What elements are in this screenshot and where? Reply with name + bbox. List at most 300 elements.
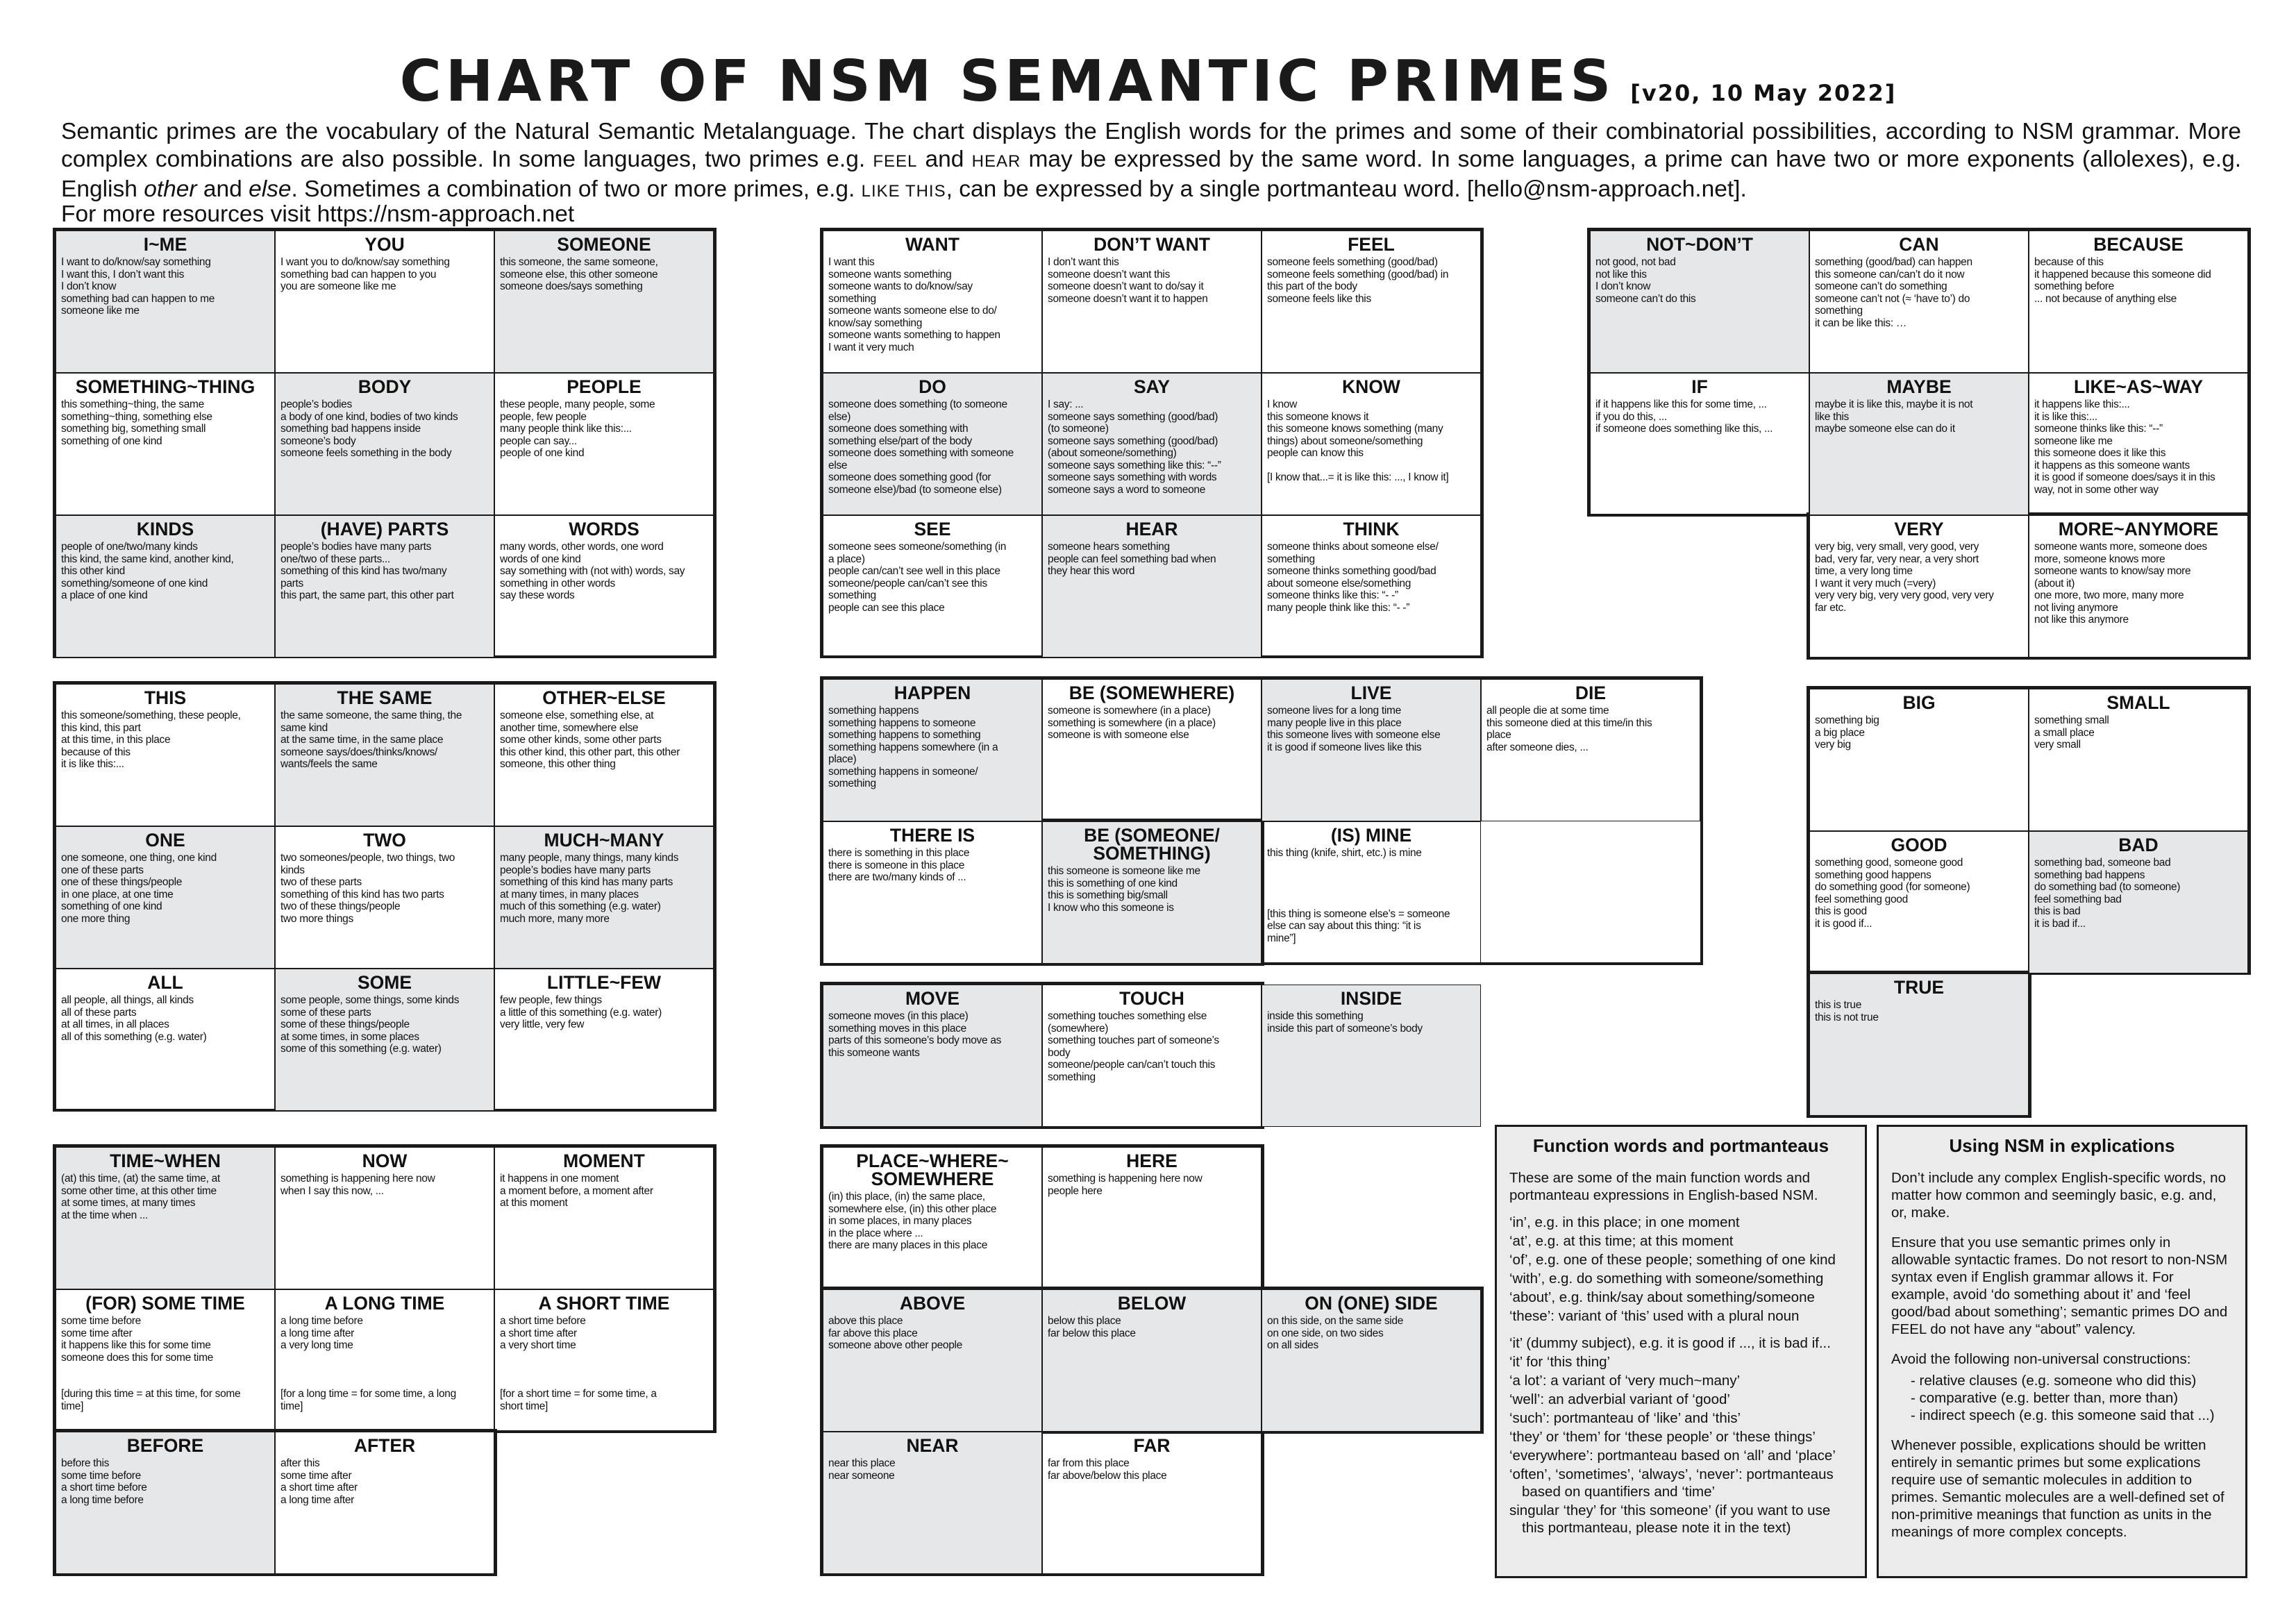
example-line: someone thinks like this: “--”	[2034, 423, 2163, 435]
intro-text: , can be expressed by a single portmanteau word. [hello@nsm-approach.net].	[946, 176, 1747, 202]
prime-title: MOVE	[905, 988, 960, 1009]
example-line: at this moment	[500, 1197, 568, 1209]
example-line	[280, 1352, 489, 1364]
example-line: someone doesn’t want this	[1048, 268, 1171, 281]
example-line: this is something big/small	[1048, 889, 1168, 901]
prime-examples	[280, 399, 489, 460]
example-line: this is something of one kind	[1048, 877, 1178, 889]
prime-examples	[280, 710, 489, 771]
using-nsm-p2: Ensure that you use semantic primes only in allowable syntactic frames. Do not resort to non-NSM syntax even if English grammar allows it. For example, avoid ‘do something about it’ and ‘feel good/bad about something’; semantic primes DO and FEEL do not have any “about” valency.	[1891, 1234, 2228, 1337]
example-line: some time before	[61, 1315, 141, 1327]
prime-title: YOU	[364, 234, 405, 255]
example-line: a long time after	[280, 1493, 355, 1506]
prime-title: LIKE~AS~WAY	[2073, 376, 2204, 397]
example-line: two more things	[280, 912, 353, 925]
prime-cell-this	[56, 684, 275, 826]
example-line: very small	[2034, 739, 2081, 751]
example-line: after someone dies, ...	[1486, 741, 1589, 753]
prime-cell-words	[494, 515, 714, 658]
example-line: it is like this:...	[2034, 410, 2097, 423]
example-line: something is happening here now	[280, 1173, 435, 1184]
function-word-line: ‘in’, e.g. in this place; in one moment	[1509, 1214, 1740, 1230]
example-line	[1267, 460, 1475, 472]
example-line: this part, the same part, this other part	[280, 589, 454, 601]
prime-title: THINK	[1343, 519, 1400, 539]
example-line: [during this time = at this time, for some	[61, 1388, 241, 1400]
page-title: CHART OF NSM SEMANTIC PRIMES	[399, 49, 1616, 115]
prime-cell-think	[1262, 515, 1481, 658]
example-line: [for a short time = for some time, a	[500, 1388, 657, 1400]
example-line: one of these parts	[61, 864, 144, 876]
function-word-line: singular ‘they’ for ‘this someone’ (if you want to use this portmanteau, please note it in the text)	[1509, 1502, 1831, 1536]
prime-examples	[500, 541, 708, 602]
example-line: bad, very far, very near, a very short	[1815, 553, 1979, 565]
prime-cell-far	[1042, 1432, 1262, 1574]
example-line: like this	[1815, 410, 1849, 423]
prime-title: KNOW	[1342, 376, 1400, 397]
example-line: this someone can/can’t do it now	[1815, 268, 1965, 281]
prime-examples	[61, 399, 269, 447]
using-nsm-bullet: - comparative (e.g. better than, more than)	[1911, 1390, 2179, 1406]
prime-cell-after	[275, 1432, 494, 1574]
example-line: something/someone of one kind	[61, 577, 208, 589]
example-line: something bad can happen to you	[280, 268, 437, 281]
prime-title: WANT	[905, 234, 960, 255]
example-line: all of these parts	[61, 1006, 137, 1019]
example-line: something else/part of the body	[828, 435, 972, 447]
prime-examples	[61, 1457, 269, 1506]
example-line: people’s bodies have many parts	[280, 541, 432, 553]
prime-title: I~ME	[143, 234, 187, 255]
example-line: you are someone like me	[280, 281, 396, 292]
prime-examples	[500, 994, 708, 1031]
example-line: people can say...	[500, 435, 577, 447]
prime-title: BE (SOMEONE/ SOMETHING)	[1084, 825, 1220, 864]
example-line: a long time before	[280, 1315, 363, 1327]
example-line: if you do this, ...	[1595, 410, 1667, 423]
prime-cell-happen	[823, 679, 1042, 821]
prime-examples	[280, 994, 489, 1055]
example-line: someone wants someone else to do/	[828, 305, 997, 317]
example-line: someone says/does/thinks/knows/	[280, 746, 437, 758]
prime-examples	[280, 1173, 489, 1197]
function-word-line: ‘it’ (dummy subject), e.g. it is good if ..., it is bad if...	[1509, 1335, 1831, 1351]
example-line: something of this kind has two parts	[280, 888, 444, 901]
using-nsm-body	[1891, 1169, 2233, 1541]
intro-other: other	[144, 176, 197, 202]
example-line: in some places, in many places	[828, 1215, 972, 1227]
example-line: someone thinks something good/bad	[1267, 565, 1436, 577]
prime-title: SMALL	[2106, 692, 2170, 713]
example-line: I know	[1267, 399, 1297, 410]
example-line: someone feels something in the body	[280, 447, 452, 459]
prime-title: BODY	[358, 376, 412, 397]
example-line: ... not because of anything else	[2034, 292, 2177, 305]
example-line: time, a very long time	[1815, 565, 1913, 577]
example-line: not like this anymore	[2034, 614, 2129, 626]
example-line: some time after	[61, 1327, 133, 1339]
prime-cell-much-many	[494, 826, 714, 969]
prime-cell-because	[2029, 231, 2248, 373]
prime-cell-two	[275, 826, 494, 969]
example-line: feel something bad	[2034, 893, 2122, 905]
example-line: people can/can’t see well in this place	[828, 565, 1000, 577]
prime-cell-have-parts	[275, 515, 494, 658]
prime-title: HAPPEN	[894, 683, 971, 703]
example-line: someone thinks like this: “- -”	[1267, 589, 1398, 601]
prime-title: SEE	[914, 519, 951, 539]
example-line	[1267, 860, 1475, 872]
example-line: someone doesn’t want to do/say it	[1048, 281, 1204, 292]
prime-examples	[828, 847, 1037, 884]
example-line: in one place, at one time	[61, 888, 174, 901]
prime-cell-dont-want	[1042, 231, 1262, 373]
example-line: people here	[1048, 1184, 1103, 1197]
example-line: it happens as this someone wants	[2034, 459, 2190, 471]
prime-cell-here	[1042, 1147, 1262, 1289]
prime-title: TOUCH	[1119, 988, 1184, 1009]
example-line	[500, 1364, 708, 1376]
prime-title: ABOVE	[899, 1293, 966, 1314]
example-line: something bad, someone bad	[2034, 857, 2171, 869]
example-line: someone is with someone else	[1048, 729, 1189, 741]
prime-title: SOMETHING~THING	[75, 376, 255, 397]
prime-title: TIME~WHEN	[110, 1150, 221, 1171]
example-line: all people, all things, all kinds	[61, 994, 194, 1006]
using-nsm-title: Using NSM in explications	[1949, 1135, 2175, 1156]
prime-cell-other-else	[494, 684, 714, 826]
example-line: there are two/many kinds of ...	[828, 871, 966, 883]
example-line: near someone	[828, 1469, 895, 1482]
example-line: something	[1267, 553, 1315, 565]
prime-examples	[61, 852, 269, 925]
example-line: these people, many people, some	[500, 399, 655, 410]
prime-examples	[280, 256, 489, 293]
prime-title: SOME	[357, 972, 412, 993]
example-line: I don’t know	[1595, 281, 1651, 292]
example-line: something	[828, 589, 876, 601]
prime-examples	[500, 1315, 708, 1412]
intro-feel: FEEL	[873, 152, 918, 171]
example-line: [for a long time = for some time, a long	[280, 1388, 456, 1400]
example-line: some other kinds, some other parts	[500, 734, 662, 746]
prime-examples	[1815, 999, 2023, 1023]
example-line: somewhere else, (in) this other place	[828, 1203, 997, 1215]
example-line: inside this part of someone’s body	[1267, 1022, 1423, 1035]
example-line: something happens	[828, 705, 919, 717]
prime-cell-can	[1809, 231, 2029, 373]
example-line: someone wants to do/know/say	[828, 281, 973, 292]
prime-title: MORE~ANYMORE	[2058, 519, 2219, 539]
prime-examples	[2034, 714, 2243, 751]
intro-text: Semantic primes are the vocabulary of the Natural Semantic Metalanguage. The chart displays the English words for the primes and some of their combinatorial possibilities, according to NSM grammar. More complex combinations are also possible. In some languages, two primes e.g.	[61, 119, 2241, 172]
example-line: do something good (for someone)	[1815, 881, 1970, 893]
prime-cell-want	[823, 231, 1042, 373]
prime-examples	[1048, 1010, 1256, 1083]
example-line: someone does this for some time	[61, 1351, 213, 1364]
prime-examples	[61, 1173, 269, 1221]
prime-title: PLACE~WHERE~ SOMEWHERE	[856, 1150, 1009, 1189]
example-line: someone else, this other someone	[500, 268, 658, 281]
example-line: someone wants something	[828, 268, 952, 281]
prime-title: OTHER~ELSE	[542, 687, 666, 708]
example-line: a long time after	[280, 1327, 355, 1339]
example-line	[1267, 884, 1475, 896]
example-line: someone says something (good/bad)	[1048, 435, 1218, 447]
example-line: someone moves (in this place)	[828, 1010, 969, 1022]
prime-examples	[280, 541, 489, 602]
example-line: this kind, the same kind, another kind,	[61, 553, 234, 565]
prime-cell-very	[1809, 515, 2029, 658]
example-line: after this	[280, 1457, 320, 1469]
example-line: it happened because this someone did	[2034, 268, 2211, 281]
prime-title: NOW	[362, 1150, 408, 1171]
example-line: at some times, at many times	[61, 1197, 196, 1209]
example-line: someone’s body	[280, 435, 356, 447]
prime-examples	[500, 256, 708, 293]
example-line: something bad can happen to me	[61, 292, 215, 305]
prime-title: THE SAME	[337, 687, 433, 708]
example-line: a very short time	[500, 1339, 576, 1351]
prime-cell-feel	[1262, 231, 1481, 373]
prime-examples	[828, 1191, 1037, 1252]
example-line: something happens to something	[828, 729, 981, 741]
example-line: at all times, in all places	[61, 1019, 169, 1030]
function-word-line: ‘of’, e.g. one of these people; something of one kind	[1509, 1252, 1836, 1268]
prime-examples	[500, 710, 708, 771]
example-line: someone does/says something	[500, 281, 643, 292]
example-line: someone wants more, someone does	[2034, 541, 2207, 553]
prime-title: IF	[1691, 376, 1708, 397]
example-line: this someone, the same someone,	[500, 256, 658, 268]
example-line: it happens like this:...	[2034, 399, 2130, 410]
example-line: something touches something else	[1048, 1010, 1207, 1022]
prime-cell-not-dont	[1590, 231, 1809, 373]
example-line: someone does something good (for	[828, 471, 991, 483]
example-line: something of this kind has two/many	[280, 565, 447, 577]
prime-cell-there-is	[823, 821, 1042, 964]
example-line: else	[828, 459, 848, 471]
prime-title: (FOR) SOME TIME	[85, 1293, 245, 1314]
example-line: on all sides	[1267, 1339, 1318, 1351]
example-line: two of these parts	[280, 876, 362, 888]
example-line: this someone lives with someone else	[1267, 729, 1441, 741]
prime-title: ONE	[145, 830, 185, 851]
prime-title: THIS	[144, 687, 187, 708]
prime-cell-you	[275, 231, 494, 373]
intro-like-this: LIKE THIS	[861, 182, 946, 201]
using-nsm-p3: Avoid the following non-universal constructions:	[1891, 1351, 2191, 1367]
example-line: some of these things/people	[280, 1019, 410, 1030]
function-word-line: ‘well’: an adverbial variant of ‘good’	[1509, 1391, 1730, 1407]
example-line: (somewhere)	[1048, 1022, 1109, 1035]
prime-title: WORDS	[569, 519, 639, 539]
example-line: maybe someone else can do it	[1815, 423, 1955, 435]
example-line: a little of this something (e.g. water)	[500, 1006, 662, 1019]
prime-title: HERE	[1126, 1150, 1178, 1171]
example-line: something touches part of someone’s	[1048, 1035, 1219, 1046]
example-line: short time]	[500, 1400, 548, 1412]
function-word-line: ‘such’: portmanteau of ‘like’ and ‘this’	[1509, 1410, 1741, 1426]
example-line: at many times, in many places	[500, 888, 639, 901]
example-line: someone feels like this	[1267, 292, 1371, 305]
example-line: this kind, this part	[61, 721, 141, 734]
example-line: someone feels something (good/bad)	[1267, 256, 1438, 268]
example-line: say something with (not with) words, say	[500, 565, 685, 577]
prime-examples	[1048, 705, 1256, 742]
prime-title: GOOD	[1891, 835, 1947, 855]
prime-cell-good	[1809, 831, 2029, 973]
example-line: it is good if someone does/says it in this	[2034, 471, 2215, 483]
example-line: far etc.	[1815, 601, 1846, 614]
prime-cell-moment	[494, 1147, 714, 1289]
prime-title: BELOW	[1117, 1293, 1187, 1314]
example-line: (about it)	[2034, 577, 2075, 589]
example-line: parts of this someone’s body move as	[828, 1035, 1002, 1046]
example-line: someone, this other thing	[500, 758, 616, 770]
using-nsm-bullet: - indirect speech (e.g. this someone said that ...)	[1911, 1407, 2215, 1423]
prime-title: VERY	[1894, 519, 1944, 539]
example-line: words of one kind	[500, 553, 581, 565]
example-line: something	[1815, 305, 1863, 317]
example-line: [I know that...= it is like this: ..., I know it]	[1267, 471, 1449, 483]
example-line: one more thing	[61, 912, 131, 925]
example-line: this is good	[1815, 905, 1867, 917]
example-line	[1267, 871, 1475, 884]
prime-examples	[280, 852, 489, 925]
prime-title: MAYBE	[1886, 376, 1952, 397]
prime-cell-near	[823, 1432, 1042, 1574]
example-line: one more, two more, many more	[2034, 589, 2184, 601]
example-line: else can say about this thing: “it is	[1267, 920, 1421, 932]
example-line: many people think like this: “- -”	[1267, 601, 1410, 614]
prime-title: BIG	[1902, 692, 1936, 713]
example-line: body	[1048, 1046, 1071, 1059]
example-line: one of these things/people	[61, 876, 183, 888]
example-line: very little, very few	[500, 1019, 585, 1030]
example-line: I don’t know	[61, 281, 117, 292]
example-line: [this thing is someone else’s = someone	[1267, 907, 1450, 920]
prime-examples	[828, 1457, 1037, 1482]
example-line: people’s bodies	[280, 399, 352, 410]
example-line: people can see this place	[828, 601, 945, 614]
function-words-list	[1509, 1169, 1852, 1537]
prime-examples	[1267, 1315, 1475, 1352]
prime-title: NOT~DON’T	[1646, 234, 1753, 255]
prime-title: SAY	[1133, 376, 1171, 397]
example-line: someone doesn’t want it to happen	[1048, 292, 1208, 305]
example-line: this is true	[1815, 999, 1862, 1011]
intro-hear: HEAR	[971, 152, 1021, 171]
prime-examples	[1267, 705, 1475, 753]
example-line: below this place	[1048, 1315, 1121, 1327]
example-line: maybe it is like this, maybe it is not	[1815, 399, 1973, 410]
prime-title: DON’T WANT	[1093, 234, 1210, 255]
prime-examples	[1815, 256, 2023, 329]
intro-text: and	[925, 147, 964, 172]
example-line: a moment before, a moment after	[500, 1184, 653, 1197]
prime-title: LITTLE~FEW	[546, 972, 662, 993]
prime-title: ON (ONE) SIDE	[1305, 1293, 1438, 1314]
example-line: far from this place	[1048, 1457, 1130, 1469]
example-line: I want you to do/know/say something	[280, 256, 450, 268]
example-line: someone can’t do this	[1595, 292, 1696, 305]
example-line: I don’t want this	[1048, 256, 1119, 268]
prime-cell-little-few	[494, 969, 714, 1111]
example-line: this someone died at this time/in this	[1486, 717, 1652, 729]
prime-examples	[500, 399, 708, 460]
example-line: a short time after	[500, 1327, 577, 1339]
example-line: something good, someone good	[1815, 857, 1963, 869]
prime-examples	[828, 1315, 1037, 1352]
example-line: I say: ...	[1048, 399, 1084, 410]
example-line: inside this something	[1267, 1010, 1364, 1022]
example-line: many people, many things, many kinds	[500, 852, 679, 864]
example-line: I want it very much (=very)	[1815, 577, 1936, 589]
example-line: something	[828, 292, 876, 305]
prime-examples	[1048, 1315, 1256, 1339]
prime-title: (IS) MINE	[1330, 825, 1412, 846]
intro-text: may be expressed by the same word. In some languages, a prime can have two or more exponents (allolexes), e.g. English	[61, 147, 2242, 202]
prime-cell-a-short-time	[494, 1289, 714, 1432]
prime-cell-now	[275, 1147, 494, 1289]
prime-title: BAD	[2118, 835, 2159, 855]
example-line: people, few people	[500, 410, 587, 423]
example-line: it happens like this for some time	[61, 1339, 211, 1351]
prime-examples	[2034, 541, 2243, 626]
example-line: I want it very much	[828, 341, 914, 353]
example-line: some of these parts	[280, 1006, 371, 1019]
example-line: a long time before	[61, 1493, 144, 1506]
example-line	[280, 1376, 489, 1389]
example-line: a short time before	[500, 1315, 586, 1327]
example-line: someone says a word to someone	[1048, 483, 1206, 496]
prime-examples	[1486, 705, 1695, 753]
prime-cell-move	[823, 985, 1042, 1127]
example-line: far above/below this place	[1048, 1469, 1167, 1482]
example-line: parts	[280, 577, 303, 589]
example-line: this other kind	[61, 565, 125, 577]
example-line: something before	[2034, 281, 2114, 292]
example-line: someone is somewhere (in a place)	[1048, 705, 1211, 717]
example-line: (about someone/something)	[1048, 447, 1177, 459]
prime-cell-big	[1809, 689, 2029, 831]
example-line: not like this	[1595, 268, 1647, 281]
example-line: something	[1048, 1071, 1096, 1083]
prime-title: FAR	[1133, 1435, 1171, 1456]
example-line: something (good/bad) can happen	[1815, 256, 1972, 268]
example-line: time]	[61, 1400, 84, 1412]
prime-cell-maybe	[1809, 373, 2029, 515]
function-word-line: ‘everywhere’: portmanteau based on ‘all’ and ‘place’	[1509, 1448, 1836, 1464]
example-line: in the place where ...	[828, 1227, 923, 1239]
prime-examples	[280, 1457, 489, 1506]
example-line: know/say something	[828, 317, 923, 329]
example-line: near this place	[828, 1457, 896, 1469]
example-line: if someone does something like this, ...	[1595, 423, 1773, 435]
example-line: some of this something (e.g. water)	[280, 1043, 442, 1055]
prime-cell-on-one-side	[1262, 1289, 1481, 1432]
example-line: many people think like this:...	[500, 423, 632, 435]
function-word-line: ‘often’, ‘sometimes’, ‘always’, ‘never’: portmanteaus based on quantifiers and ‘time’	[1509, 1466, 1834, 1500]
prime-cell-is-mine	[1262, 821, 1481, 964]
example-line: say these words	[500, 589, 575, 601]
prime-cell-die	[1481, 679, 1700, 821]
example-line: it is bad if...	[2034, 917, 2086, 930]
prime-title: TRUE	[1893, 977, 1945, 998]
prime-cell-below	[1042, 1289, 1262, 1432]
example-line: something in other words	[500, 577, 615, 589]
